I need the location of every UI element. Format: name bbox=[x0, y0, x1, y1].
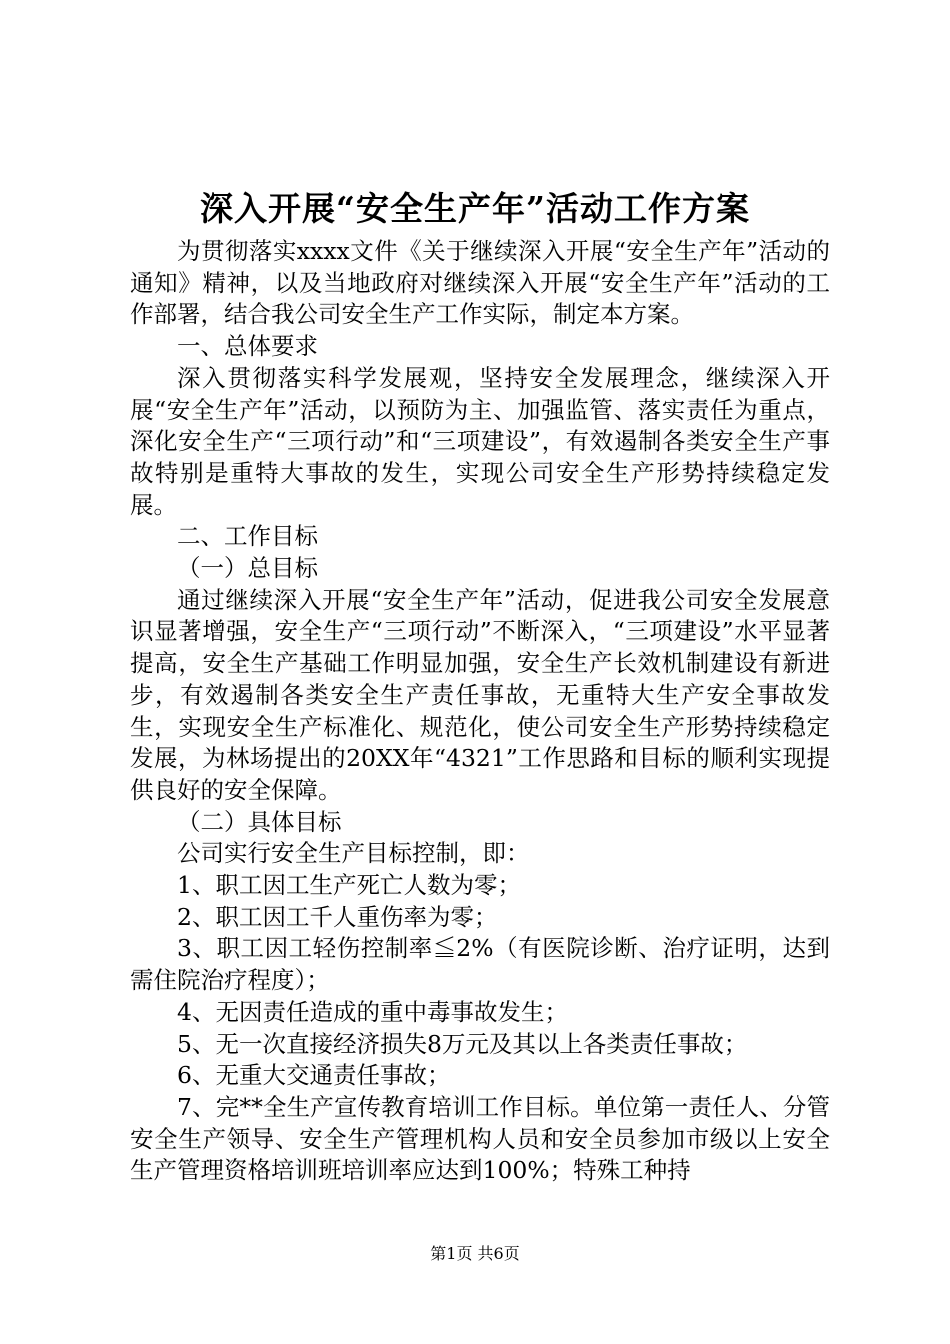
paragraph-target-control: 公司实行安全生产目标控制，即： bbox=[177, 839, 530, 868]
heading-general-requirements: 一、总体要求 bbox=[177, 332, 318, 361]
list-item-1: 1、职工因工生产死亡人数为零； bbox=[177, 871, 521, 900]
document-title: 深入开展“安全生产年”活动工作方案 bbox=[200, 189, 750, 228]
list-item-3: 3、职工因工轻伤控制率≦2%（有医院诊断、治疗证明，达到需住院治疗程度）； bbox=[130, 934, 830, 995]
list-item-4: 4、无因责任造成的重中毒事故发生； bbox=[177, 997, 568, 1026]
document-body bbox=[130, 236, 830, 1187]
subheading-specific-goals: （二）具体目标 bbox=[177, 807, 342, 836]
heading-work-goals: 二、工作目标 bbox=[177, 522, 318, 551]
list-item-2: 2、职工因工千人重伤率为零； bbox=[177, 902, 498, 931]
list-item-5: 5、无一次直接经济损失8万元及其以上各类责任事故； bbox=[177, 1029, 748, 1058]
list-item-7: 7、完**全生产宣传教育培训工作目标。单位第一责任人、分管安全生产领导、安全生产管理机构人员和安全员参加市级以上安全生产管理资格培训班培训率应达到100%；特殊工种持 bbox=[130, 1092, 830, 1185]
subheading-overall-goal: （一）总目标 bbox=[177, 554, 318, 583]
paragraph-intro: 为贯彻落实xxxx文件《关于继续深入开展“安全生产年”活动的通知》精神，以及当地政府对继续深入开展“安全生产年”活动的工作部署，结合我公司安全生产工作实际，制定本方案。 bbox=[130, 237, 830, 329]
paragraph-overall-goal: 通过继续深入开展“安全生产年”活动，促进我公司安全发展意识显著增强，安全生产“三项行动”不断深入，“三项建设”水平显著提高，安全生产基础工作明显加强，安全生产长效机制建设有新进步，有效遏制各类安全生产责任事故，无重特大生产安全事故发生，实现安全生产标准化、规范化，使公司安全生产形势持续稳定发展，为林场提出的20XX年“4321”工作思路和目标的顺利实现提供良好的安全保障。 bbox=[130, 585, 830, 804]
page-footer: 第1页 共6页 bbox=[430, 1244, 520, 1263]
list-item-6: 6、无重大交通责任事故； bbox=[177, 1061, 451, 1090]
paragraph-general-requirements: 深入贯彻落实科学发展观，坚持安全发展理念，继续深入开展“安全生产年”活动，以预防为主、加强监管、落实责任为重点，深化安全生产“三项行动”和“三项建设”，有效遏制各类安全生产事故特别是重特大事故的发生，实现公司安全生产形势持续稳定发展。 bbox=[130, 363, 830, 519]
